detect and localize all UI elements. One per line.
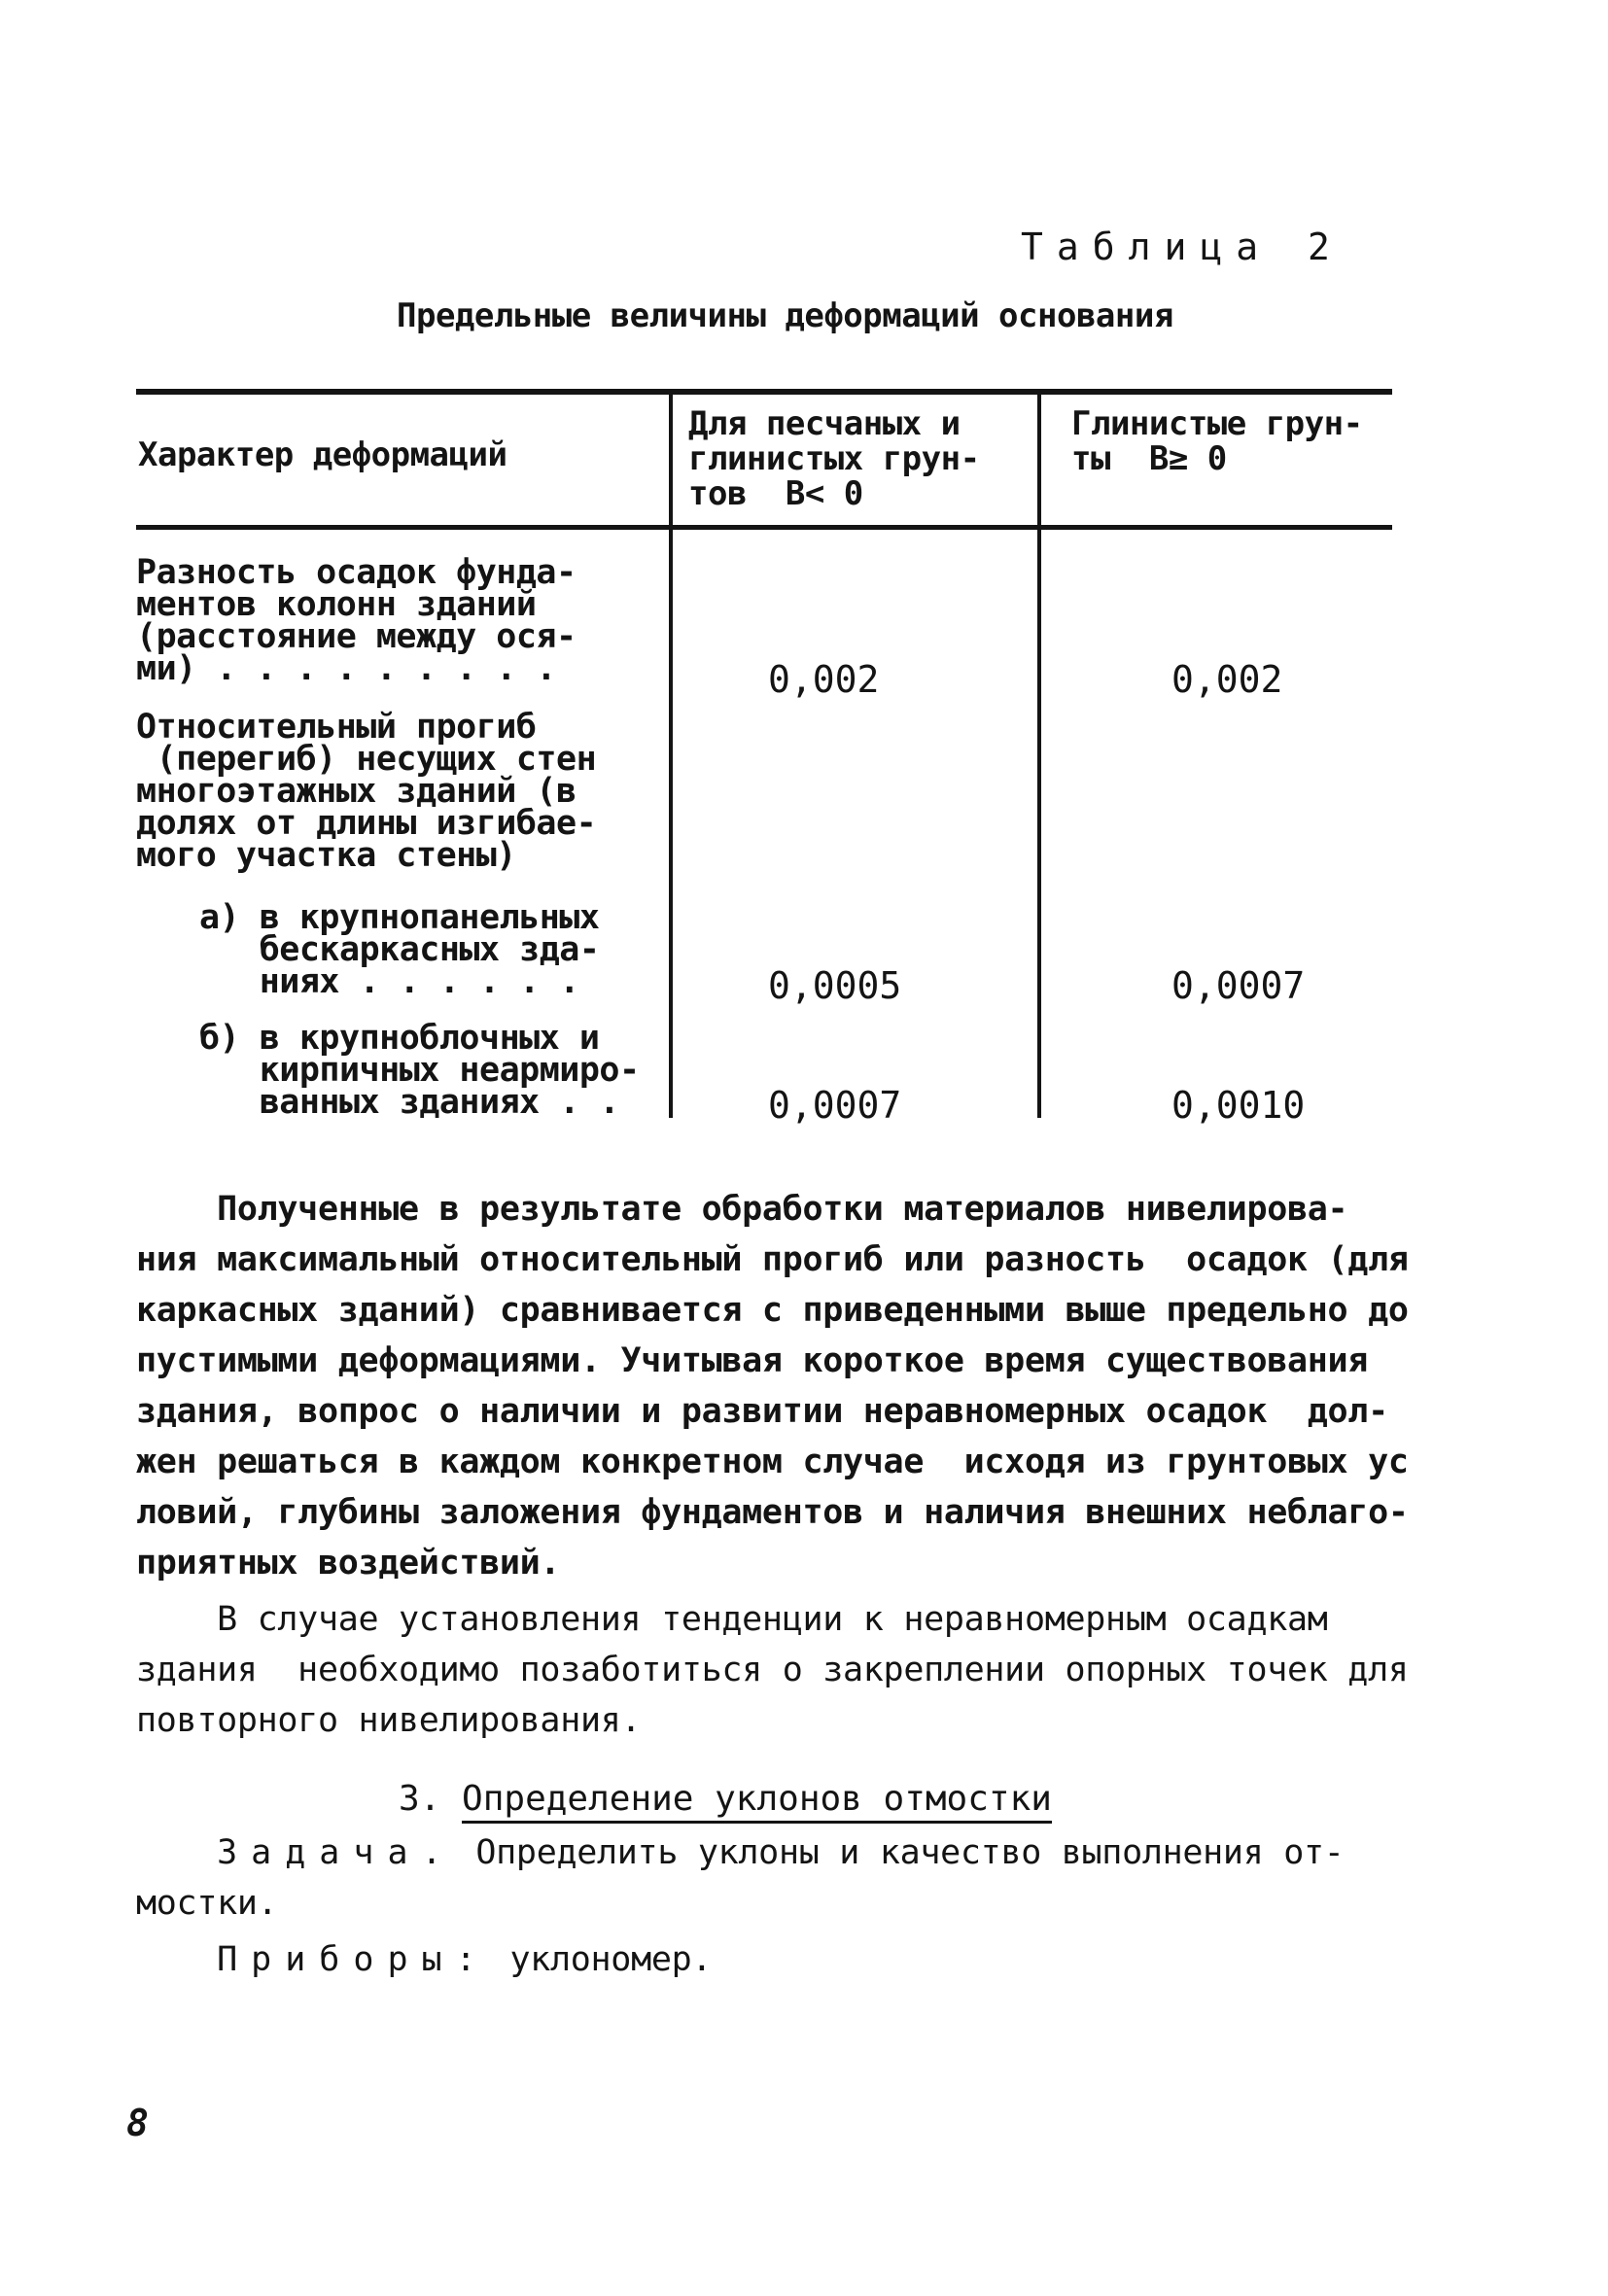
body-paragraph-2: В случае установления тенденции к неравномерным осадкам здания необходимо позаботиться о закреплении опорных точек для повторного нивелирования. (136, 1600, 1409, 1740)
table-col-divider-1 (669, 389, 673, 1118)
row-settlement-difference: Разность осадок фунда- ментов колонн зданий (расстояние между ося- ми) . . . . . . . . . (136, 553, 577, 688)
header-deformation-type: Характер деформаций (138, 435, 507, 474)
tools-line (136, 1934, 712, 1985)
task-label: Задача. (217, 1833, 456, 1872)
body-paragraph-1: Полученные в результате обработки материалов нивелирова- ния максимальный относительный прогиб или разность осадок (для каркасных зданий) сравнивается с приведенными выше предельно до пустимыми деформациями. Учитывая короткое время существования здания, вопрос о наличии и развитии неравномерных осадок дол- жен решаться в каждом конкретном случае исходя из грунтовых ус ловий, глубины заложения фундаментов и наличия внешних неблаго- приятных воздействий. (136, 1190, 1409, 1583)
header-clay-soils: Глинистые грун- ты В≥ 0 (1071, 404, 1363, 478)
table-label: Таблица 2 (1021, 226, 1344, 268)
row-large-panel-buildings: а) в крупнопанельных бескаркасных зда- ниях . . . . . . (199, 898, 600, 1001)
task-line (136, 1827, 1345, 1878)
section-number: 3. (399, 1779, 441, 1819)
row-relative-deflection: Относительный прогиб (перегиб) несущих стен многоэтажных зданий (в долях от длины изгибае- мого участка стены) (136, 708, 597, 875)
section-heading (399, 1779, 1052, 1819)
table-top-rule (136, 389, 1392, 395)
task-text: Определить уклоны и качество выполнения от- (455, 1833, 1345, 1872)
page-number: 8 (126, 2102, 149, 2144)
row-block-brick-value-sandy: 0,0007 (768, 1084, 902, 1127)
row-block-brick-buildings: б) в крупноблочных и кирпичных неармиро- ванных зданиях . . (199, 1019, 640, 1122)
row-settlement-difference-value-sandy: 0,002 (768, 658, 880, 701)
table-col-divider-2 (1037, 389, 1041, 1118)
row-settlement-difference-value-clay: 0,002 (1171, 658, 1283, 701)
row-large-panel-value-clay: 0,0007 (1171, 964, 1306, 1007)
row-large-panel-value-sandy: 0,0005 (768, 964, 902, 1007)
table-header-rule (136, 525, 1392, 530)
section-title: Определение уклонов отмостки (462, 1779, 1052, 1824)
task-line-continued: мостки. (136, 1884, 278, 1923)
table-caption: Предельные величины деформаций основания (397, 296, 1173, 335)
header-sandy-soils: Для песчаных и глинистых грун- тов В< 0 (688, 404, 980, 513)
tools-label: Приборы: (217, 1940, 490, 1979)
tools-text: уклономер. (489, 1940, 713, 1979)
row-block-brick-value-clay: 0,0010 (1171, 1084, 1306, 1127)
